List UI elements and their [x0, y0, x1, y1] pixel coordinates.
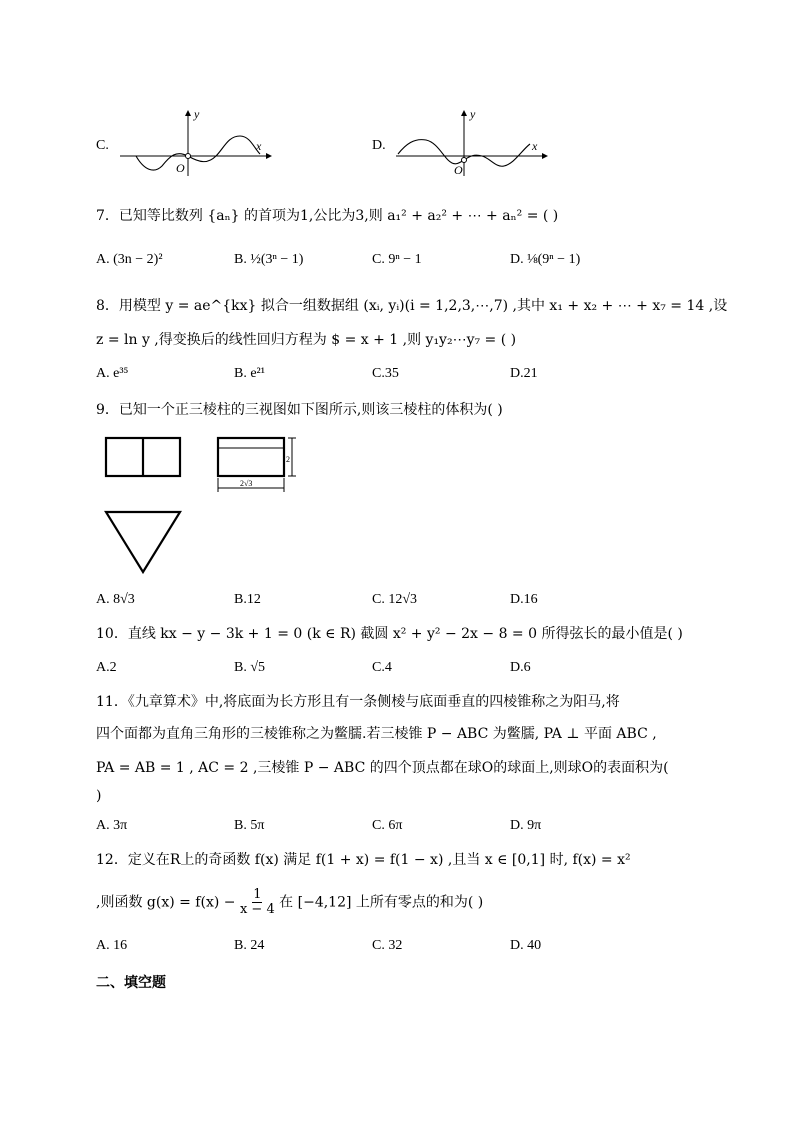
q8-option-a: A. e³⁵ [96, 366, 129, 381]
q9-option-b: B.12 [234, 592, 261, 607]
origin-label: O [454, 163, 463, 177]
three-view-diagram [96, 432, 316, 582]
axis-x-label: x [256, 139, 262, 153]
top-view-triangle [106, 512, 180, 572]
question-12-line1: 12．定义在R上的奇函数 f(x) 满足 f(1 + x) = f(1 − x) ,且当 x ∈ [0,1] 时, f(x) = x² [96, 852, 631, 868]
section-heading: 二、填空题 [96, 975, 166, 991]
y-axis-arrow [185, 110, 191, 116]
height-label: 2 [286, 455, 290, 464]
question-9-text: 9．已知一个正三棱柱的三视图如下图所示,则该三棱柱的体积为( ) [96, 402, 503, 418]
q9-option-c: C. 12√3 [372, 592, 418, 607]
question-10-text: 10．直线 kx − y − 3k + 1 = 0 (k ∈ R) 截圆 x² + y² − 2x − 8 = 0 所得弦长的最小值是( ) [96, 626, 683, 642]
q10-option-b: B. √5 [234, 660, 266, 675]
q11-option-b: B. 5π [234, 818, 265, 833]
q12-option-b: B. 24 [234, 938, 265, 953]
axis-y-label: y [470, 108, 476, 121]
question-11-line3: PA = AB = 1 , AC = 2 ,三棱锥 P − ABC 的四个顶点都在球O的球面上,则球O的表面积为( [96, 760, 669, 776]
q12-fraction [240, 888, 275, 917]
origin-point [186, 154, 191, 159]
q7-option-b: B. ½(3ⁿ − 1) [234, 252, 304, 267]
y-axis-arrow [461, 110, 467, 116]
side-view [218, 438, 284, 476]
q12-option-d: D. 40 [510, 938, 542, 953]
origin-point [462, 158, 467, 163]
option-d-label: D. [372, 138, 386, 153]
graph-c-svg [116, 108, 276, 178]
option-d-graph [372, 108, 552, 178]
question-8-line2: z = ln y ,得变换后的线性回归方程为 $ = x + 1 ,则 y₁y₂⋯y₇ = ( ) [96, 332, 517, 348]
q11-option-d: D. 9π [510, 818, 542, 833]
q8-option-c: C.35 [372, 366, 399, 381]
q8-option-b: B. e²¹ [234, 366, 265, 381]
option-c-label: C. [96, 138, 109, 153]
q12-fraction-numerator: 1 [253, 887, 262, 902]
q10-option-d: D.6 [510, 660, 531, 675]
question-11-line2: 四个面都为直角三角形的三棱锥称之为鳖臑.若三棱锥 P − ABC 为鳖臑, PA ⊥ 平面 ABC , [96, 726, 657, 742]
q10-option-c: C.4 [372, 660, 392, 675]
axis-y-label: y [194, 108, 200, 121]
q12-line2-pre: ,则函数 g(x) = f(x) − [96, 894, 236, 911]
q12-option-c: C. 32 [372, 938, 403, 953]
q8-option-d: D.21 [510, 366, 538, 381]
axis-x-label: x [532, 139, 538, 153]
q9-option-a: A. 8√3 [96, 592, 135, 607]
graph-d-svg [392, 108, 552, 178]
option-c-graph [96, 108, 276, 178]
q11-option-c: C. 6π [372, 818, 403, 833]
q11-option-a: A. 3π [96, 818, 128, 833]
q12-fraction-denominator: x − 4 [239, 902, 275, 917]
question-8-line1: 8．用模型 y = ae^{kx} 拟合一组数据组 (xᵢ, yᵢ)(i = 1,2,3,⋯,7) ,其中 x₁ + x₂ + ⋯ + x₇ = 14 ,设 [96, 298, 728, 314]
q7-option-a: A. (3n − 2)² [96, 252, 163, 267]
q7-option-c: C. 9ⁿ − 1 [372, 252, 422, 267]
question-7-text: 7．已知等比数列 {aₙ} 的首项为1,公比为3,则 a₁² + a₂² + ⋯ + aₙ² = ( ) [96, 208, 559, 224]
width-label: 2√3 [240, 479, 253, 488]
q10-option-a: A.2 [96, 660, 117, 675]
x-axis-arrow [542, 153, 548, 159]
origin-label: O [176, 161, 185, 175]
q12-line2-post: 在 [−4,12] 上所有零点的和为( ) [279, 894, 484, 911]
question-12-line2 [96, 888, 696, 917]
question-11-line4: ) [96, 788, 102, 804]
q7-option-d: D. ⅛(9ⁿ − 1) [510, 252, 581, 267]
q12-option-a: A. 16 [96, 938, 128, 953]
curve-c [136, 136, 260, 170]
q9-option-d: D.16 [510, 592, 538, 607]
x-axis-arrow [266, 153, 272, 159]
question-11-line1: 11．《九章算术》中,将底面为长方形且有一条侧棱与底面垂直的四棱锥称之为阳马,将 [96, 694, 620, 710]
